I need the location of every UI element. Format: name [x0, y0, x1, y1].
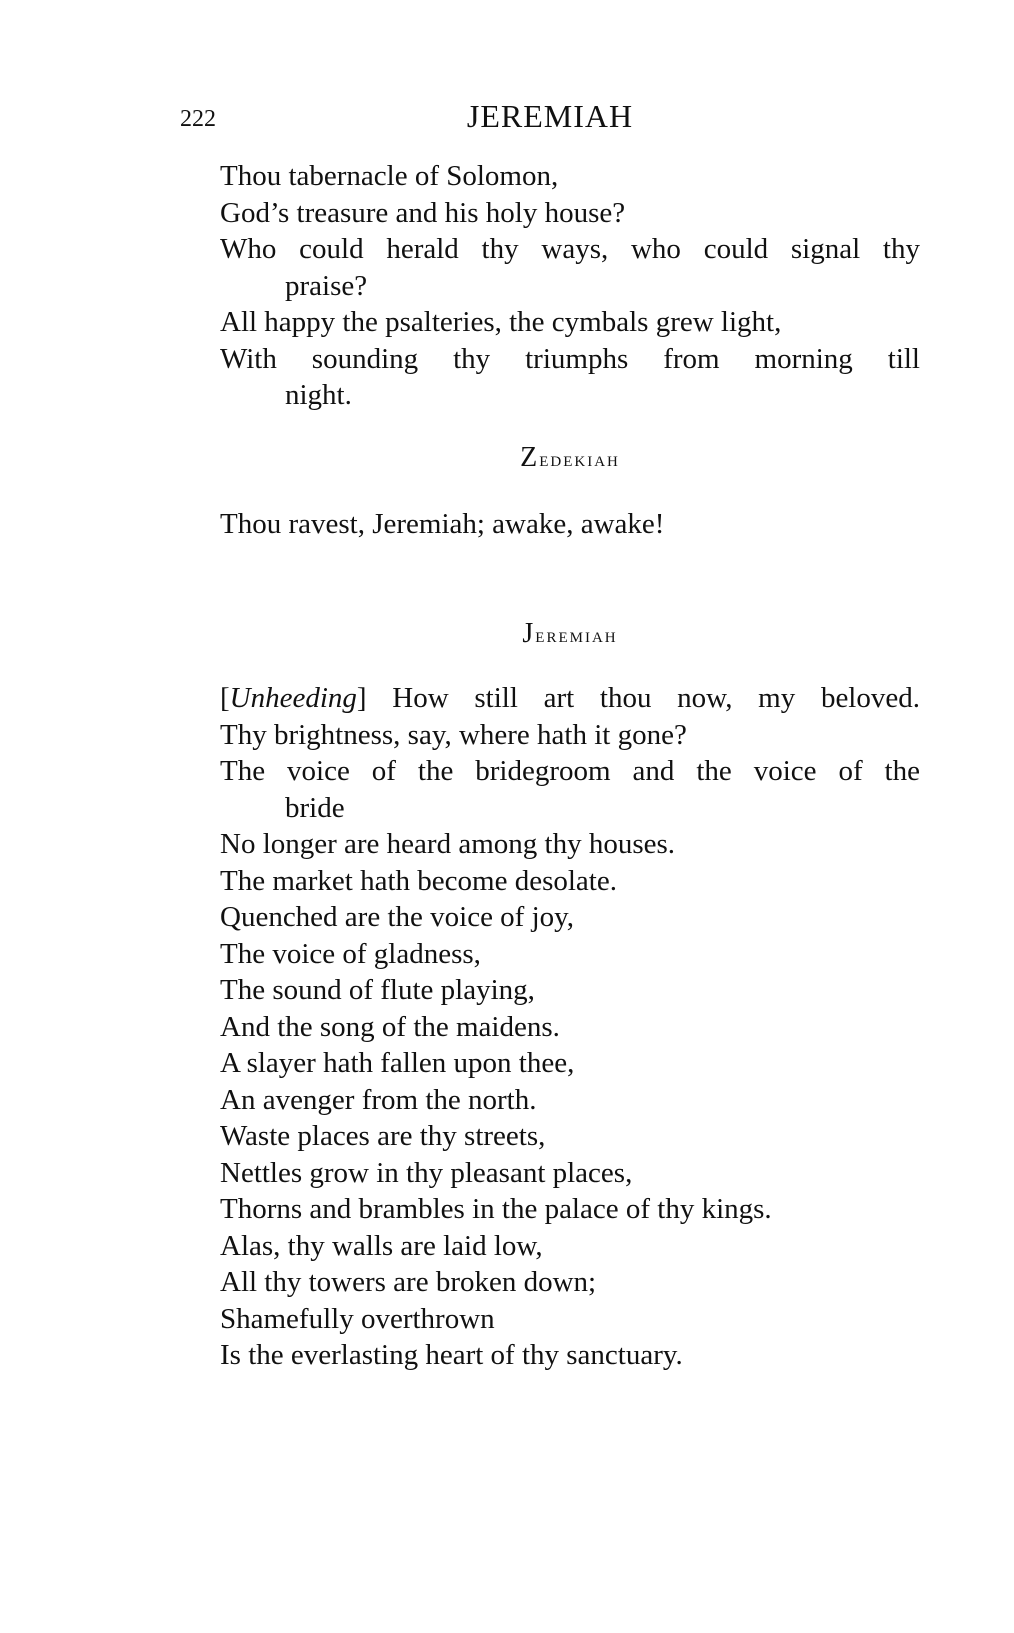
speaker-heading-jeremiah: Jeremiah: [522, 618, 618, 649]
verse-line: All happy the psalteries, the cymbals grew light,: [220, 306, 782, 338]
verse-line: Quenched are the voice of joy,: [220, 901, 575, 933]
verse-line: God’s treasure and his holy house?: [220, 196, 626, 229]
verse-line: The sound of flute playing,: [220, 974, 535, 1006]
verse-stanza-1: [220, 158, 920, 414]
verse-line-first: [Unheeding] How still art thou now, my beloved.: [220, 682, 920, 714]
verse-line: Shamefully overthrown: [220, 1302, 495, 1335]
verse-line: No longer are heard among thy houses.: [220, 828, 676, 860]
verse-line: Alas, thy walls are laid low,: [220, 1229, 543, 1262]
verse-line: The voice of gladness,: [220, 937, 481, 970]
running-head: [180, 98, 880, 142]
verse-line-continuation: praise?: [285, 269, 368, 302]
verse-stanza-2: [220, 680, 920, 1374]
verse-line: Thou tabernacle of Solomon,: [220, 160, 559, 192]
verse-line: Waste places are thy streets,: [220, 1120, 546, 1152]
page-number: 222: [180, 106, 216, 132]
verse-line-continuation: bride: [285, 791, 345, 824]
running-title: JEREMIAH: [466, 98, 634, 134]
verse-line: All thy towers are broken down;: [220, 1266, 597, 1298]
verse-line: The market hath become desolate.: [220, 864, 617, 897]
verse-line: Thou ravest, Jeremiah; awake, awake!: [220, 508, 665, 540]
verse-line: Thorns and brambles in the palace of thy kings.: [220, 1193, 772, 1225]
verse-line: An avenger from the north.: [220, 1083, 537, 1116]
verse-line: And the song of the maidens.: [220, 1010, 560, 1043]
stage-direction: Unheeding: [229, 682, 357, 714]
verse-line: Thy brightness, say, where hath it gone?: [220, 718, 687, 751]
verse-line-text: How still art thou now, my beloved.: [392, 682, 920, 714]
verse-line-continuation: night.: [285, 379, 352, 411]
verse-line: Who could herald thy ways, who could signal thy: [220, 233, 920, 265]
verse-line: Nettles grow in thy pleasant places,: [220, 1156, 633, 1189]
speech-zedekiah: [220, 506, 920, 543]
verse-line: The voice of the bridegroom and the voice of the: [220, 755, 920, 787]
verse-line: With sounding thy triumphs from morning till: [220, 342, 920, 375]
verse-line: Is the everlasting heart of thy sanctuary.: [220, 1339, 683, 1371]
verse-line: A slayer hath fallen upon thee,: [220, 1047, 575, 1079]
speaker-heading-zedekiah: Zedekiah: [520, 442, 620, 473]
